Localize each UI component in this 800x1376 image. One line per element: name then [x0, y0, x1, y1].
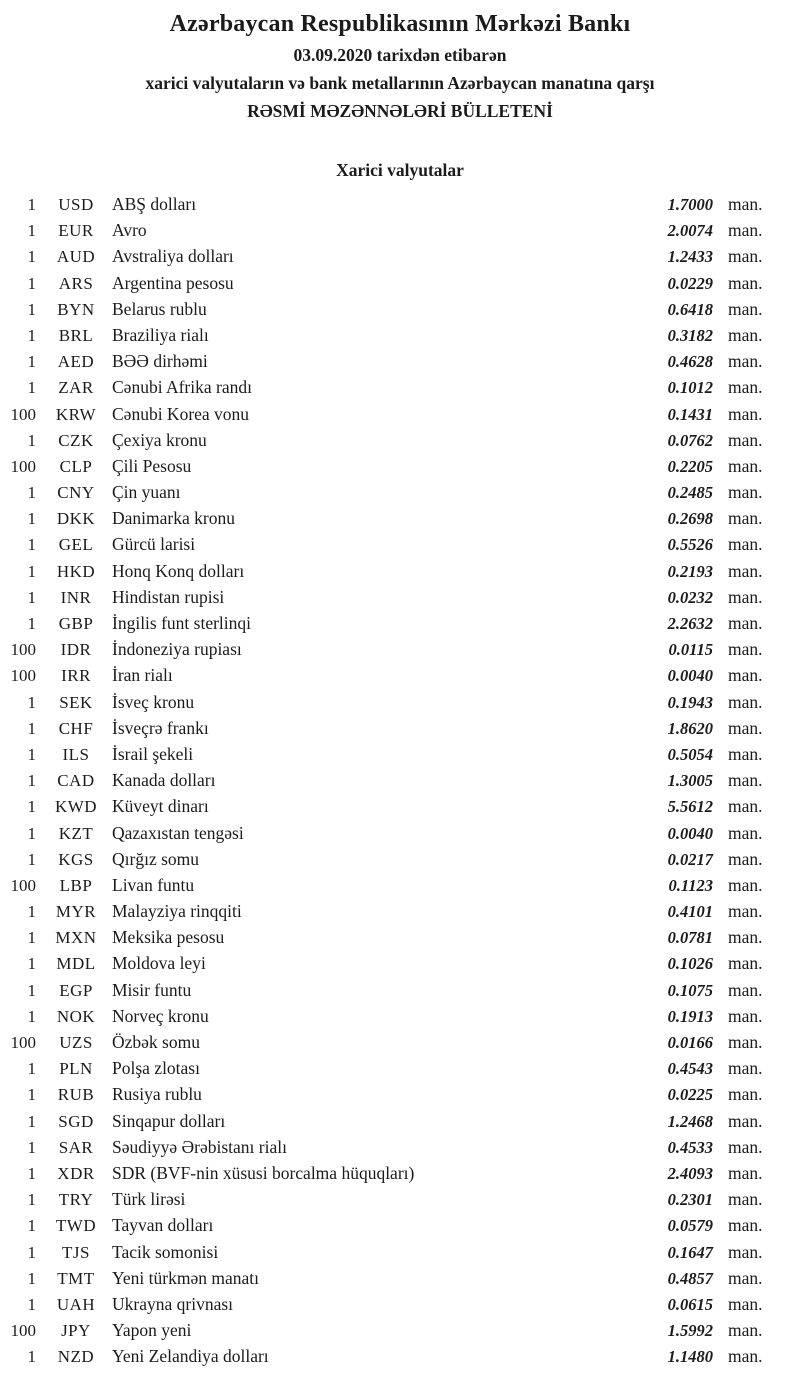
currency-name-cell: Misir funtu: [112, 979, 192, 1000]
rate-value-cell: 1.2433: [667, 247, 713, 267]
rate-value-cell: 1.3005: [667, 771, 713, 791]
rate-value-cell: 0.2205: [667, 456, 713, 476]
currency-name-cell: Honq Konq dolları: [112, 560, 245, 581]
quantity-cell: 100: [10, 1321, 36, 1341]
quantity-cell: 1: [27, 718, 36, 738]
table-row: [0, 243, 768, 269]
table-row: [0, 191, 768, 217]
table-row: [0, 217, 768, 243]
rate-value-cell: 0.0762: [667, 430, 713, 450]
currency-name-cell: Meksika pesosu: [112, 927, 225, 948]
unit-cell: man.: [728, 901, 763, 922]
unit-cell: man.: [728, 796, 763, 817]
unit-cell: man.: [728, 482, 763, 503]
rate-value-cell: 0.2698: [667, 509, 713, 529]
currency-code-cell: NOK: [56, 1006, 96, 1026]
currency-code-cell: ARS: [58, 273, 94, 293]
currency-code-cell: XDR: [57, 1163, 95, 1183]
currency-code-cell: MYR: [55, 902, 97, 922]
table-row: [0, 793, 768, 819]
table-row: [0, 1081, 768, 1107]
quantity-cell: 1: [27, 1059, 36, 1079]
unit-cell: man.: [728, 377, 763, 398]
unit-cell: man.: [728, 1320, 763, 1341]
rate-value-cell: 0.4543: [667, 1059, 713, 1079]
rate-value-cell: 2.0074: [667, 221, 713, 241]
rate-value-cell: 0.0040: [667, 823, 713, 843]
rate-value-cell: 1.7000: [667, 195, 713, 214]
quantity-cell: 1: [27, 325, 36, 345]
currency-name-cell: İsveç kronu: [112, 691, 195, 712]
quantity-cell: 1: [27, 535, 36, 555]
bank-title: Azərbaycan Respublikasının Mərkəzi Bankı: [169, 11, 631, 37]
quantity-cell: 1: [27, 273, 36, 293]
table-row: [0, 950, 768, 976]
table-row: [0, 531, 768, 557]
quantity-cell: 1: [27, 430, 36, 450]
table-row: [0, 1265, 768, 1291]
table-row: [0, 689, 768, 715]
currency-code-cell: TJS: [62, 1242, 90, 1262]
rate-value-cell: 0.1647: [667, 1242, 713, 1262]
currency-name-cell: İran rialı: [112, 665, 173, 686]
currency-name-cell: Qırğız somu: [112, 848, 200, 869]
unit-cell: man.: [728, 665, 763, 686]
table-row: [0, 1343, 768, 1369]
currency-name-cell: Yapon yeni: [112, 1320, 192, 1341]
quantity-cell: 100: [10, 875, 36, 895]
currency-code-cell: AUD: [56, 247, 96, 267]
rate-value-cell: 0.2301: [667, 1190, 713, 1210]
currency-name-cell: Avro: [112, 220, 147, 241]
table-row: [0, 662, 768, 688]
table-row: [0, 1186, 768, 1212]
quantity-cell: 1: [27, 928, 36, 948]
currency-name-cell: Yeni Zelandiya dolları: [112, 1346, 269, 1367]
quantity-cell: 1: [27, 587, 36, 607]
quantity-cell: 100: [10, 404, 36, 424]
quantity-cell: 1: [27, 797, 36, 817]
quantity-cell: 1: [27, 299, 36, 319]
rate-value-cell: 1.8620: [667, 718, 713, 738]
unit-cell: man.: [728, 403, 763, 424]
table-row: [0, 1160, 768, 1186]
currency-code-cell: USD: [58, 195, 94, 214]
quantity-cell: 1: [27, 1190, 36, 1210]
quantity-cell: 1: [27, 1111, 36, 1131]
currency-name-cell: Çexiya kronu: [112, 429, 207, 450]
quantity-cell: 1: [27, 352, 36, 372]
table-row: [0, 636, 768, 662]
quantity-cell: 100: [10, 1033, 36, 1052]
rate-value-cell: 1.1480: [667, 1347, 713, 1367]
rate-value-cell: 0.0579: [667, 1216, 713, 1236]
unit-cell: man.: [728, 429, 763, 450]
rate-value-cell: 0.1075: [667, 980, 713, 1000]
rate-value-cell: 0.0217: [667, 849, 713, 869]
quantity-cell: 1: [27, 614, 36, 633]
currency-code-cell: CNY: [57, 483, 95, 503]
table-row: [0, 296, 768, 322]
quantity-cell: 1: [27, 509, 36, 529]
rate-value-cell: 0.0232: [667, 587, 713, 607]
currency-code-cell: KGS: [58, 849, 94, 869]
currency-name-cell: Danimarka kronu: [112, 508, 235, 529]
currency-name-cell: Çili Pesosu: [112, 455, 192, 476]
rate-value-cell: 1.5992: [667, 1321, 713, 1341]
unit-cell: man.: [728, 508, 763, 529]
table-row: [0, 741, 768, 767]
quantity-cell: 1: [27, 744, 36, 764]
rate-value-cell: 0.6418: [667, 299, 713, 319]
table-row: [0, 924, 768, 950]
unit-cell: man.: [728, 246, 763, 267]
quantity-cell: 1: [27, 1242, 36, 1262]
table-row: [0, 846, 768, 872]
table-row: [0, 1317, 768, 1343]
unit-cell: man.: [728, 298, 763, 319]
unit-cell: man.: [728, 770, 763, 791]
currency-name-cell: Avstraliya dolları: [112, 246, 234, 267]
rate-value-cell: 0.5526: [667, 535, 713, 555]
table-row: [0, 1239, 768, 1265]
rate-value-cell: 0.0225: [667, 1085, 713, 1105]
currency-name-cell: Moldova leyi: [112, 953, 206, 974]
currency-name-cell: Cənubi Korea vonu: [112, 403, 250, 424]
rate-value-cell: 0.4533: [667, 1137, 713, 1157]
section-title-foreign-currencies: Xarici valyutalar: [336, 160, 464, 180]
currency-code-cell: MXN: [55, 928, 97, 948]
currency-code-cell: IRR: [61, 666, 91, 686]
currency-code-cell: ZAR: [58, 378, 94, 398]
unit-cell: man.: [728, 586, 763, 607]
table-row: [0, 1108, 768, 1134]
unit-cell: man.: [728, 1162, 763, 1183]
rate-value-cell: 0.0781: [667, 928, 713, 948]
bulletin-title-line: RƏSMİ MƏZƏNNƏLƏRİ BÜLLETENİ: [247, 101, 553, 121]
unit-cell: man.: [728, 534, 763, 555]
currency-code-cell: HKD: [56, 561, 96, 581]
currency-name-cell: Tayvan dolları: [112, 1215, 214, 1236]
table-row: [0, 767, 768, 793]
currency-name-cell: Polşa zlotası: [112, 1058, 200, 1079]
currency-code-cell: LBP: [59, 875, 93, 895]
unit-cell: man.: [728, 1293, 763, 1314]
table-row: [0, 610, 768, 636]
table-row: [0, 348, 768, 374]
currency-code-cell: EGP: [59, 980, 93, 1000]
currency-name-cell: İngilis funt sterlinqi: [112, 613, 252, 633]
currency-name-cell: Küveyt dinarı: [112, 796, 209, 817]
table-row: [0, 401, 768, 427]
unit-cell: man.: [728, 560, 763, 581]
table-row: [0, 505, 768, 531]
quantity-cell: 1: [27, 1163, 36, 1183]
currency-code-cell: KRW: [55, 404, 97, 424]
table-row: [0, 1291, 768, 1317]
currency-code-cell: KZT: [58, 823, 94, 843]
currency-code-cell: MDL: [56, 954, 96, 974]
currency-name-cell: Livan funtu: [112, 874, 195, 895]
currency-code-cell: TRY: [58, 1190, 94, 1210]
rate-value-cell: 2.2632: [667, 614, 713, 633]
currency-code-cell: GBP: [58, 614, 94, 633]
currency-name-cell: İsrail şekeli: [112, 743, 194, 764]
rate-value-cell: 0.0615: [667, 1294, 713, 1314]
unit-cell: man.: [728, 1110, 763, 1131]
bulletin-header: [0, 0, 800, 125]
currency-name-cell: Argentina pesosu: [112, 272, 234, 293]
table-row: [0, 584, 768, 610]
currency-code-cell: BYN: [57, 299, 95, 319]
quantity-cell: 1: [27, 954, 36, 974]
unit-cell: man.: [728, 639, 763, 660]
currency-code-cell: INR: [60, 587, 92, 607]
currency-code-cell: RUB: [57, 1085, 95, 1105]
unit-cell: man.: [728, 848, 763, 869]
unit-cell: man.: [728, 1084, 763, 1105]
currency-code-cell: CAD: [57, 771, 95, 791]
unit-cell: man.: [728, 1241, 763, 1262]
quantity-cell: 1: [27, 561, 36, 581]
unit-cell: man.: [728, 1058, 763, 1079]
currency-name-cell: Rusiya rublu: [112, 1084, 202, 1105]
rate-value-cell: 0.1026: [667, 954, 713, 974]
table-row: [0, 270, 768, 296]
rate-value-cell: 0.1123: [668, 875, 713, 895]
rate-value-cell: 0.1431: [667, 404, 713, 424]
currency-name-cell: İsveçrə frankı: [112, 717, 209, 738]
currency-name-cell: İndoneziya rupiası: [112, 639, 242, 660]
quantity-cell: 100: [10, 456, 36, 476]
currency-name-cell: Malayziya rinqqiti: [112, 901, 242, 922]
currency-code-cell: CLP: [59, 456, 93, 476]
quantity-cell: 1: [27, 771, 36, 791]
table-row: [0, 977, 768, 1003]
unit-cell: man.: [728, 691, 763, 712]
rate-value-cell: 0.1943: [667, 692, 713, 712]
rate-value-cell: 0.2485: [667, 483, 713, 503]
currency-code-cell: SEK: [59, 692, 93, 712]
quantity-cell: 1: [27, 483, 36, 503]
currency-name-cell: Norveç kronu: [112, 1005, 209, 1026]
rates-table: [0, 191, 800, 1369]
quantity-cell: 1: [27, 1137, 36, 1157]
currency-code-cell: AED: [57, 352, 95, 372]
table-row: [0, 1134, 768, 1160]
table-row: [0, 1003, 768, 1029]
currency-name-cell: Yeni türkmən manatı: [112, 1267, 259, 1288]
unit-cell: man.: [728, 1215, 763, 1236]
quantity-cell: 100: [10, 640, 36, 660]
table-row: [0, 820, 768, 846]
unit-cell: man.: [728, 1267, 763, 1288]
quantity-cell: 1: [27, 247, 36, 267]
table-row: [0, 479, 768, 505]
rate-value-cell: 0.5054: [667, 744, 713, 764]
rate-value-cell: 0.0229: [667, 273, 713, 293]
unit-cell: man.: [728, 1189, 763, 1210]
currency-code-cell: BRL: [58, 325, 94, 345]
rate-value-cell: 1.2468: [667, 1111, 713, 1131]
rate-value-cell: 0.0166: [667, 1033, 713, 1052]
unit-cell: man.: [728, 1346, 763, 1367]
currency-code-cell: PLN: [59, 1059, 93, 1079]
subtitle-line: xarici valyutaların və bank metallarının Azərbaycan manatına qarşı: [145, 73, 655, 93]
rate-value-cell: 0.1913: [667, 1006, 713, 1026]
unit-cell: man.: [728, 324, 763, 345]
rate-value-cell: 5.5612: [667, 797, 713, 817]
currency-code-cell: SAR: [58, 1137, 94, 1157]
currency-name-cell: BƏƏ dirhəmi: [112, 351, 208, 372]
currency-code-cell: TMT: [57, 1268, 95, 1288]
rate-value-cell: 0.4628: [667, 352, 713, 372]
currency-name-cell: Cənubi Afrika randı: [112, 377, 252, 398]
unit-cell: man.: [728, 455, 763, 476]
quantity-cell: 1: [27, 1216, 36, 1236]
unit-cell: man.: [728, 927, 763, 948]
currency-code-cell: CZK: [58, 430, 94, 450]
currency-name-cell: SDR (BVF-nin xüsusi borcalma hüquqları): [112, 1162, 415, 1183]
currency-code-cell: NZD: [57, 1347, 95, 1367]
unit-cell: man.: [728, 613, 763, 633]
currency-name-cell: ABŞ dolları: [112, 194, 197, 214]
quantity-cell: 100: [10, 666, 36, 686]
currency-code-cell: ILS: [62, 744, 90, 764]
table-row: [0, 453, 768, 479]
table-row: [0, 1212, 768, 1238]
unit-cell: man.: [728, 194, 763, 214]
rate-value-cell: 0.2193: [667, 561, 713, 581]
currency-name-cell: Braziliya rialı: [112, 324, 209, 345]
currency-code-cell: JPY: [61, 1321, 91, 1341]
currency-code-cell: UZS: [59, 1033, 93, 1052]
rate-value-cell: 0.0040: [667, 666, 713, 686]
currency-name-cell: Qazaxıstan tengəsi: [112, 822, 244, 843]
unit-cell: man.: [728, 717, 763, 738]
table-row: [0, 374, 768, 400]
unit-cell: man.: [728, 1136, 763, 1157]
quantity-cell: 1: [27, 1006, 36, 1026]
quantity-cell: 1: [27, 692, 36, 712]
unit-cell: man.: [728, 351, 763, 372]
table-row: [0, 558, 768, 584]
currency-code-cell: EUR: [58, 221, 94, 241]
currency-name-cell: Ukrayna qrivnası: [112, 1293, 234, 1314]
currency-code-cell: IDR: [60, 640, 92, 660]
table-row: [0, 1055, 768, 1081]
currency-code-cell: KWD: [54, 797, 98, 817]
rate-value-cell: 0.0115: [668, 640, 713, 660]
currency-name-cell: Tacik somonisi: [112, 1241, 219, 1262]
currency-name-cell: Səudiyyə Ərəbistanı rialı: [112, 1136, 287, 1157]
rate-value-cell: 0.3182: [667, 325, 713, 345]
unit-cell: man.: [728, 220, 763, 241]
currency-name-cell: Kanada dolları: [112, 770, 216, 791]
rate-value-cell: 0.1012: [667, 378, 713, 398]
quantity-cell: 1: [27, 221, 36, 241]
unit-cell: man.: [728, 743, 763, 764]
unit-cell: man.: [728, 1032, 763, 1052]
unit-cell: man.: [728, 979, 763, 1000]
currency-code-cell: SGD: [58, 1111, 94, 1131]
quantity-cell: 1: [27, 849, 36, 869]
quantity-cell: 1: [27, 1085, 36, 1105]
currency-name-cell: Çin yuanı: [112, 482, 181, 503]
unit-cell: man.: [728, 953, 763, 974]
rate-value-cell: 0.4101: [667, 902, 713, 922]
quantity-cell: 1: [27, 1268, 36, 1288]
rate-value-cell: 2.4093: [667, 1163, 713, 1183]
unit-cell: man.: [728, 1005, 763, 1026]
currency-code-cell: GEL: [58, 535, 94, 555]
currency-name-cell: Özbək somu: [112, 1032, 200, 1052]
table-row: [0, 898, 768, 924]
unit-cell: man.: [728, 874, 763, 895]
quantity-cell: 1: [27, 378, 36, 398]
currency-name-cell: Belarus rublu: [112, 298, 207, 319]
rate-value-cell: 0.4857: [667, 1268, 713, 1288]
currency-code-cell: CHF: [58, 718, 94, 738]
table-row: [0, 322, 768, 348]
currency-name-cell: Sinqapur dolları: [112, 1110, 226, 1131]
effective-date-line: 03.09.2020 tarixdən etibarən: [293, 45, 507, 65]
currency-code-cell: UAH: [56, 1294, 96, 1314]
table-row: [0, 1029, 768, 1055]
quantity-cell: 1: [27, 980, 36, 1000]
currency-name-cell: Türk lirəsi: [112, 1189, 186, 1210]
quantity-cell: 1: [27, 1347, 36, 1367]
currency-name-cell: Hindistan rupisi: [112, 586, 225, 607]
currency-name-cell: Gürcü larisi: [112, 534, 196, 555]
quantity-cell: 1: [27, 1294, 36, 1314]
quantity-cell: 1: [27, 823, 36, 843]
unit-cell: man.: [728, 272, 763, 293]
table-row: [0, 427, 768, 453]
table-row: [0, 872, 768, 898]
quantity-cell: 1: [27, 902, 36, 922]
currency-code-cell: TWD: [55, 1216, 97, 1236]
currency-code-cell: DKK: [56, 509, 96, 529]
quantity-cell: 1: [27, 195, 36, 214]
table-row: [0, 715, 768, 741]
unit-cell: man.: [728, 822, 763, 843]
